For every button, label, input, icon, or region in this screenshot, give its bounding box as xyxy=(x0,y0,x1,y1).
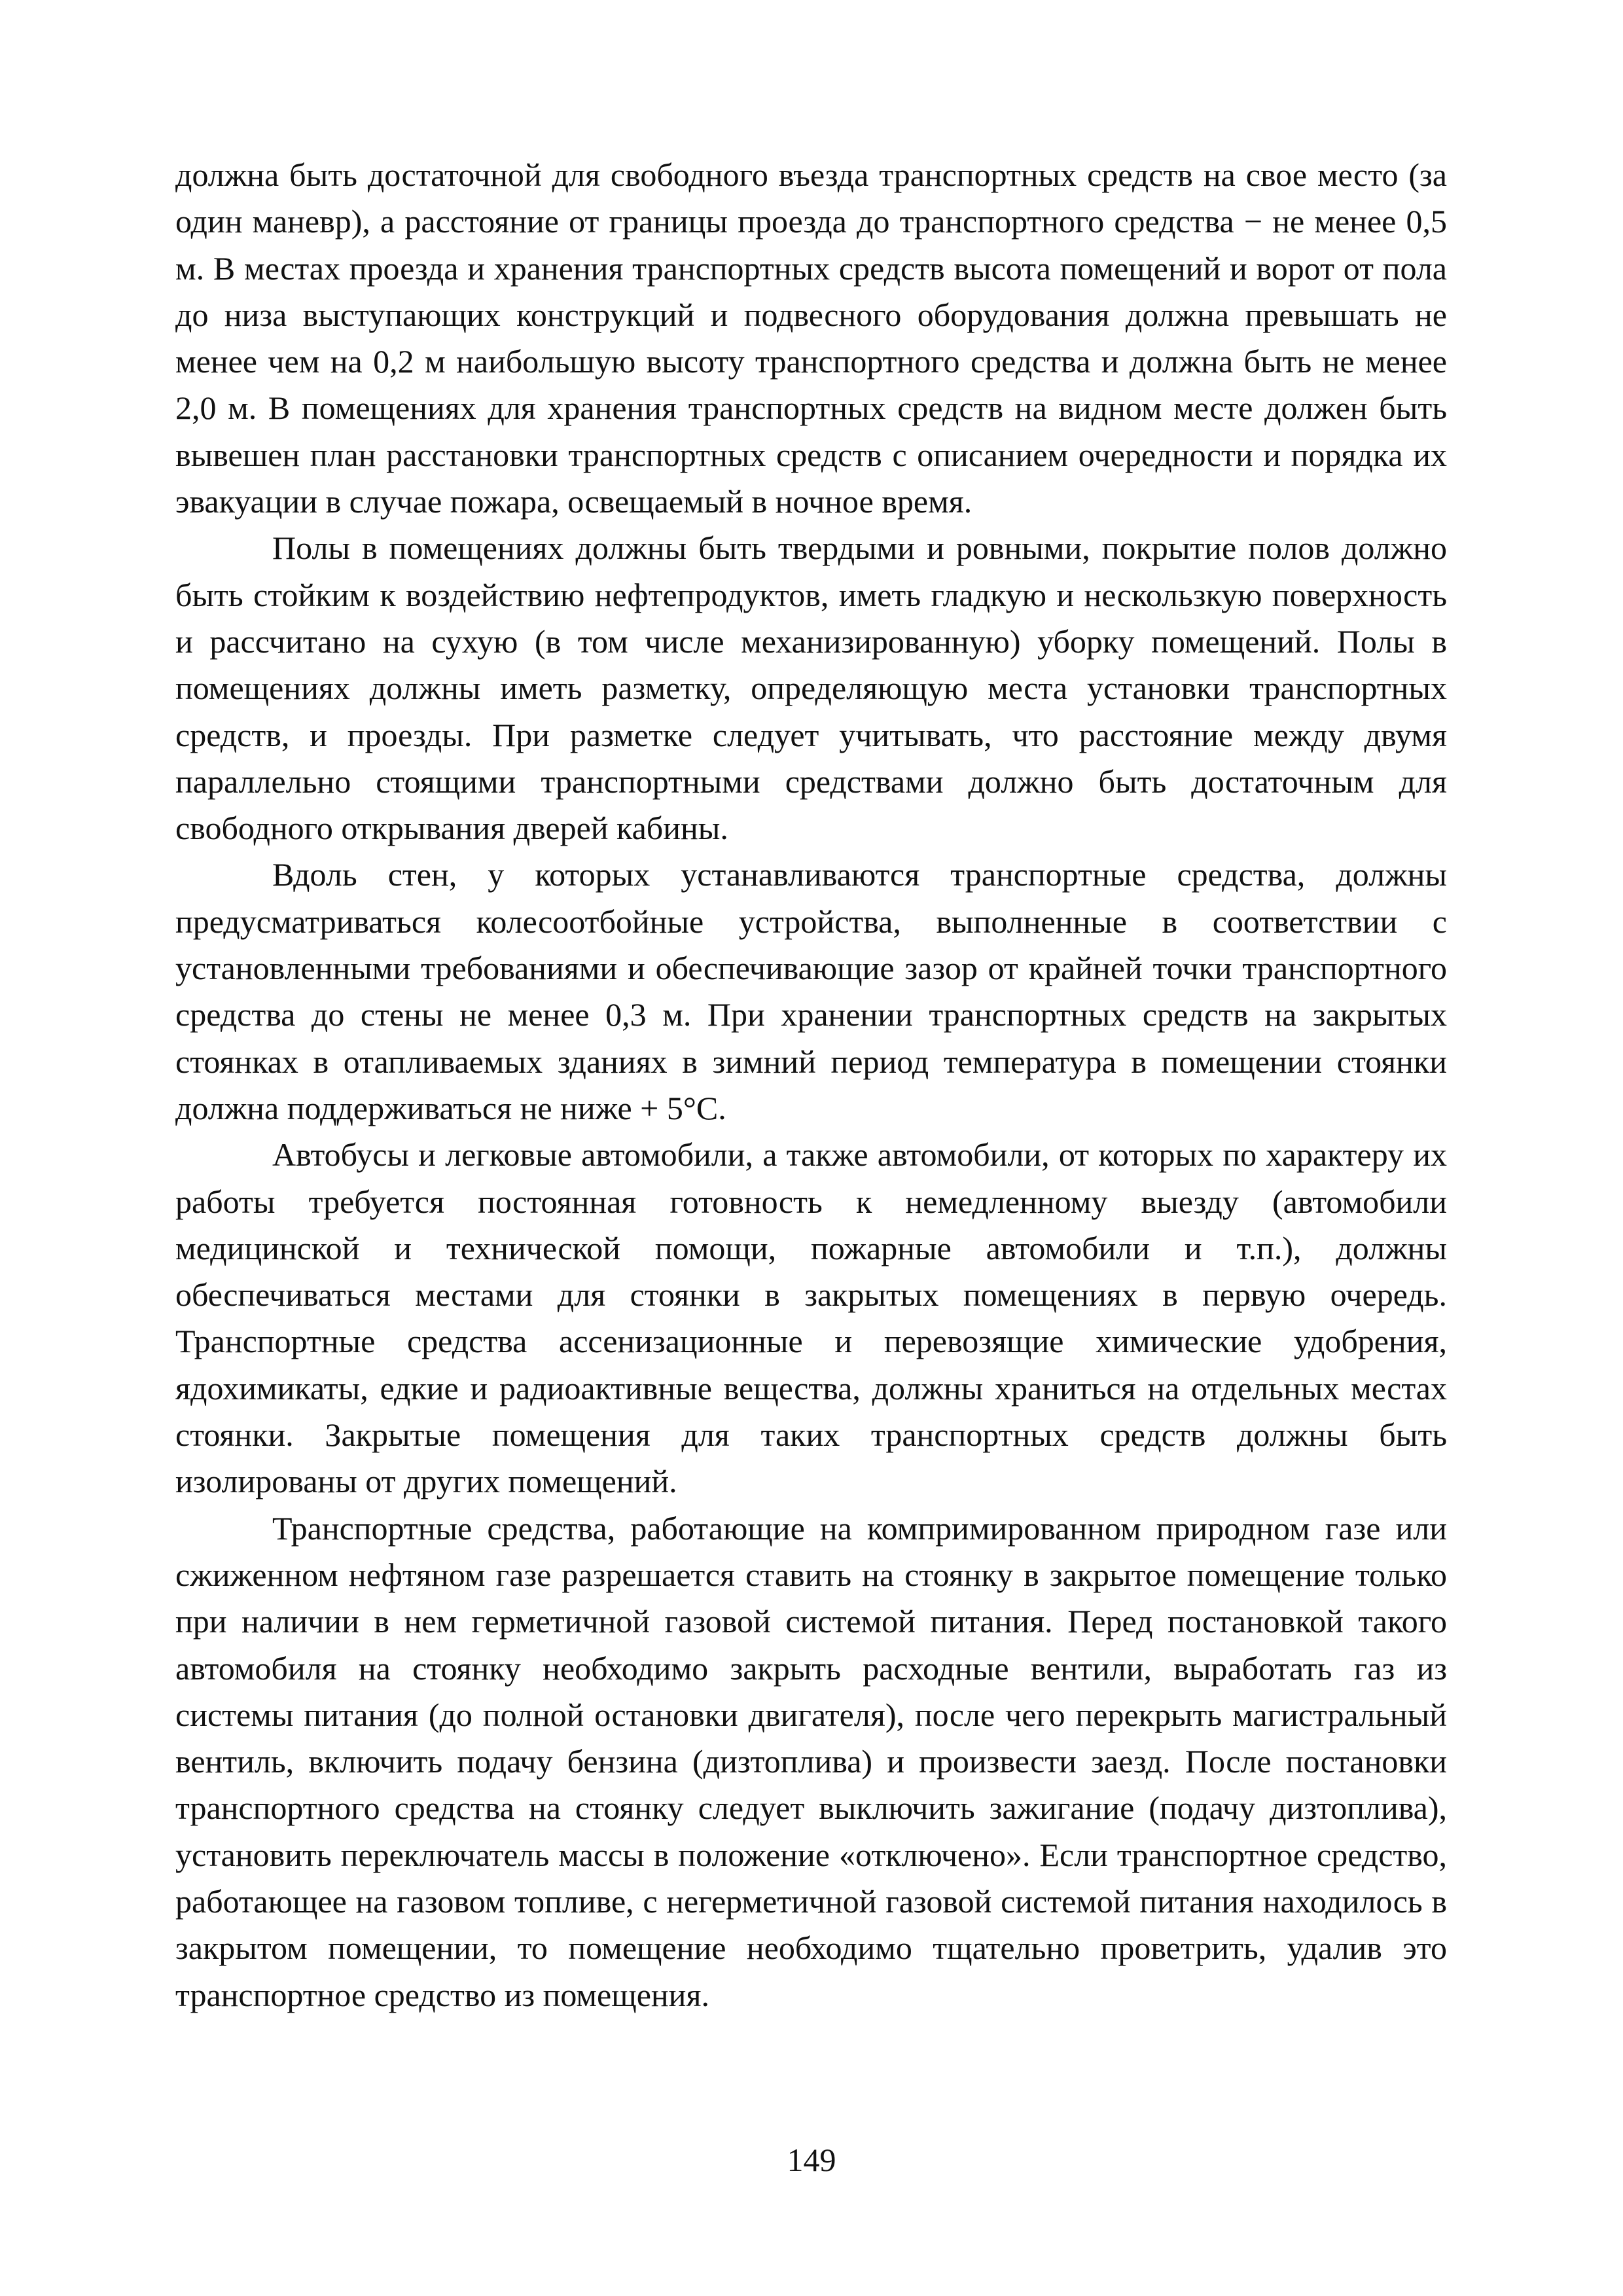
paragraph-4: Автобусы и легковые автомобили, а также автомобили, от которых по характеру их работы требуется постоянная готовность к немедленному выезду (автомобили медицинской и технической помощи, пожарные автомобили и т.п.), должны обеспечиваться местами для стоянки в закрытых помещениях в первую очередь. Транспортные средства ассенизационные и перевозящие химические удобрения, ядохимикаты, едкие и радиоактивные вещества, должны храниться на отдельных местах стоянки. Закрытые помещения для таких транспортных средств должны быть изолированы от других помещений. xyxy=(175,1136,1447,1500)
body-text xyxy=(175,152,1447,2018)
paragraph-1: должна быть достаточной для свободного въезда транспортных средств на свое место (за один маневр), а расстояние от границы проезда до транспортного средства − не менее 0,5 м. В местах проезда и хранения транспортных средств высота помещений и ворот от пола до низа выступающих конструкций и подвесного оборудования должна превышать не менее чем на 0,2 м наибольшую высоту транспортного средства и должна быть не менее 2,0 м. В помещениях для хранения транспортных средств на видном месте должен быть вывешен план расстановки транспортных средств с описанием очередности и порядка их эвакуации в случае пожара, освещаемый в ночное время. xyxy=(175,156,1447,520)
paragraph-5: Транспортные средства, работающие на компримированном природном газе или сжиженном нефтяном газе разрешается ставить на стоянку в закрытое помещение только при наличии в нем герметичной газовой системой питания. Перед постановкой такого автомобиля на стоянку необходимо закрыть расходные вентили, выработать газ из системы питания (до полной остановки двигателя), после чего перекрыть магистральный вентиль, включить подачу бензина (дизтоплива) и произвести заезд. После постановки транспортного средства на стоянку следует выключить зажигание (подачу дизтоплива), установить переключатель массы в положение «отключено». Если транспортное средство, работающее на газовом топливе, с негерметичной газовой системой питания находилось в закрытом помещении, то помещение необходимо тщательно проветрить, удалив это транспортное средство из помещения. xyxy=(175,1509,1447,2013)
page-number: 149 xyxy=(787,2142,836,2178)
paragraph-3: Вдоль стен, у которых устанавливаются транспортные средства, должны предусматриваться колесоотбойные устройства, выполненные в соответствии с установленными требованиями и обеспечивающие зазор от крайней точки транспортного средства до стены не менее 0,3 м. При хранении транспортных средств на закрытых стоянках в отапливаемых зданиях в зимний период температура в помещении стоянки должна поддерживаться не ниже + 5°С. xyxy=(175,856,1447,1126)
paragraph-2: Полы в помещениях должны быть твердыми и ровными, покрытие полов должно быть стойким к воздействию нефтепродуктов, иметь гладкую и нескользкую поверхность и рассчитано на сухую (в том числе механизированную) уборку помещений. Полы в помещениях должны иметь разметку, определяющую места установки транспортных средств, и проезды. При разметке следует учитывать, что расстояние между двумя параллельно стоящими транспортными средствами должно быть достаточным для свободного открывания дверей кабины. xyxy=(175,529,1447,847)
